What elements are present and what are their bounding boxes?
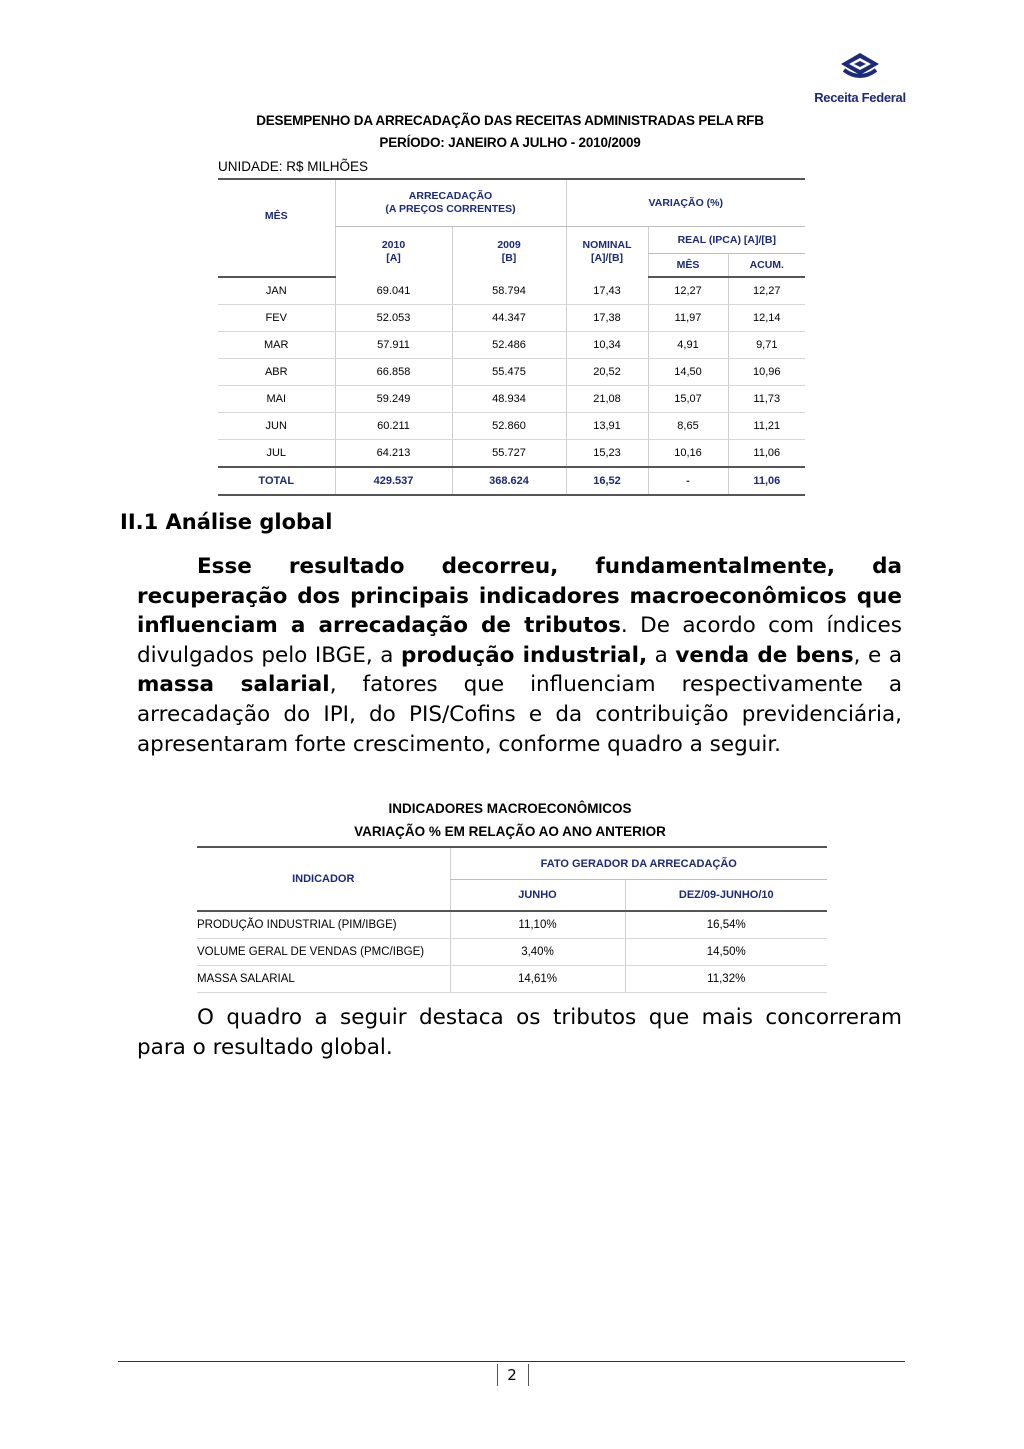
indicators-subtitle: VARIAÇÃO % EM RELAÇÃO AO ANO ANTERIOR (354, 824, 666, 839)
cell-real-acum: 11,06 (728, 440, 805, 468)
header-dez-junho: DEZ/09-JUNHO/10 (625, 880, 827, 912)
cell-real-mes: 4,91 (648, 332, 728, 359)
footer-divider (118, 1361, 905, 1362)
header-nominal (566, 227, 648, 278)
table-row (197, 966, 827, 993)
cell-real-acum: 11,21 (728, 413, 805, 440)
header-nominal-label: NOMINAL (582, 239, 632, 251)
cell-nominal: 13,91 (566, 413, 648, 440)
total-2010: 429.537 (335, 467, 452, 495)
revenue-table-period: PERÍODO: JANEIRO A JULHO - 2010/2009 (379, 135, 641, 150)
header-mes: MÊS (218, 179, 335, 254)
cell-real-acum: 9,71 (728, 332, 805, 359)
cell-nominal: 10,34 (566, 332, 648, 359)
header-variacao: VARIAÇÃO (%) (566, 179, 805, 227)
cell-indicador: PRODUÇÃO INDUSTRIAL (PIM/IBGE) (197, 911, 450, 939)
cell-junho: 3,40% (450, 939, 625, 966)
header-fato-gerador: FATO GERADOR DA ARRECADAÇÃO (450, 847, 827, 880)
cell-month: MAR (218, 332, 335, 359)
cell-2009: 58.794 (452, 277, 566, 305)
table-row (218, 277, 805, 305)
cell-real-mes: 10,16 (648, 440, 728, 468)
table-row (218, 305, 805, 332)
cell-real-acum: 11,73 (728, 386, 805, 413)
header-2009 (452, 227, 566, 278)
cell-2009: 55.475 (452, 359, 566, 386)
paragraph-text-4: , fatores que influenciam respectivamente a arrecadação do IPI, do PIS/Cofins e da contribuição previdenciária, apresentaram forte crescimento, conforme quadro a seguir. (137, 672, 902, 757)
header-arrecadacao (335, 179, 566, 227)
header-arrecadacao-line1: ARRECADAÇÃO (408, 190, 493, 202)
cell-2010: 52.053 (335, 305, 452, 332)
closing-paragraph (137, 1003, 902, 1062)
cell-real-mes: 8,65 (648, 413, 728, 440)
header-2010-year: 2010 (381, 239, 406, 251)
cell-2009: 55.727 (452, 440, 566, 468)
cell-month: ABR (218, 359, 335, 386)
cell-nominal: 15,23 (566, 440, 648, 468)
header-2010-code: [A] (386, 252, 401, 264)
cell-real-acum: 10,96 (728, 359, 805, 386)
cell-dez-junho: 14,50% (625, 939, 827, 966)
cell-month: FEV (218, 305, 335, 332)
cell-nominal: 17,38 (566, 305, 648, 332)
table-row (218, 440, 805, 468)
cell-2009: 52.860 (452, 413, 566, 440)
total-real-acum: 11,06 (728, 467, 805, 495)
cell-2010: 59.249 (335, 386, 452, 413)
cell-nominal: 17,43 (566, 277, 648, 305)
cell-real-mes: 14,50 (648, 359, 728, 386)
table-row (218, 359, 805, 386)
header-2009-code: [B] (501, 252, 517, 264)
table-row (218, 332, 805, 359)
page-number: 2 (507, 1366, 517, 1384)
cell-real-mes: 15,07 (648, 386, 728, 413)
total-real-mes: - (648, 467, 728, 495)
closing-paragraph-text: O quadro a seguir destaca os tributos que mais concorreram para o resultado global. (137, 1005, 902, 1060)
paragraph-bold-intro: Esse resultado decorreu, fundamentalmente, da recuperação dos principais indicadores macroeconômicos que influenciam a arrecadação de tributos (137, 554, 902, 639)
revenue-table-unit: UNIDADE: R$ MILHÕES (218, 159, 369, 174)
cell-real-mes: 12,27 (648, 277, 728, 305)
header-2009-year: 2009 (497, 239, 521, 251)
section-heading: II.1 Análise global (120, 510, 333, 534)
header-indicador: INDICADOR (197, 847, 450, 911)
cell-junho: 14,61% (450, 966, 625, 993)
total-2009: 368.624 (452, 467, 566, 495)
cell-2010: 60.211 (335, 413, 452, 440)
total-label: TOTAL (218, 467, 335, 495)
header-real-acum: ACUM. (728, 254, 805, 278)
table-total-row (218, 467, 805, 495)
cell-2010: 57.911 (335, 332, 452, 359)
cell-real-acum: 12,27 (728, 277, 805, 305)
table-row (218, 386, 805, 413)
paragraph-text-1: . De acordo com índices divulgados pelo IBGE, a (137, 613, 902, 668)
indicators-table (197, 846, 827, 993)
header-mes-spacer (218, 254, 335, 278)
total-nominal: 16,52 (566, 467, 648, 495)
cell-indicador: VOLUME GERAL DE VENDAS (PMC/IBGE) (197, 939, 450, 966)
paragraph-bold-venda: venda de bens (675, 642, 854, 668)
paragraph-bold-massa: massa salarial (137, 672, 330, 698)
header-arrecadacao-line2: (A PREÇOS CORRENTES) (385, 203, 516, 215)
cell-junho: 11,10% (450, 911, 625, 939)
paragraph-bold-producao: produção industrial, (400, 642, 648, 668)
cell-nominal: 20,52 (566, 359, 648, 386)
cell-month: JAN (218, 277, 335, 305)
receita-federal-logo (810, 52, 910, 108)
revenue-table (218, 178, 805, 496)
cell-real-mes: 11,97 (648, 305, 728, 332)
header-real-mes: MÊS (648, 254, 728, 278)
table-row (197, 939, 827, 966)
header-real: REAL (IPCA) [A]/[B] (648, 227, 805, 254)
cell-dez-junho: 11,32% (625, 966, 827, 993)
cell-nominal: 21,08 (566, 386, 648, 413)
cell-dez-junho: 16,54% (625, 911, 827, 939)
cell-month: JUN (218, 413, 335, 440)
cell-2009: 44.347 (452, 305, 566, 332)
cell-2010: 69.041 (335, 277, 452, 305)
logo-text: Receita Federal (814, 90, 906, 105)
table-row (197, 911, 827, 939)
cell-real-acum: 12,14 (728, 305, 805, 332)
paragraph-text-2: a (647, 642, 676, 668)
cell-month: MAI (218, 386, 335, 413)
cell-2010: 66.858 (335, 359, 452, 386)
revenue-table-title: DESEMPENHO DA ARRECADAÇÃO DAS RECEITAS ADMINISTRADAS PELA RFB (256, 113, 764, 128)
cell-2009: 52.486 (452, 332, 566, 359)
header-junho: JUNHO (450, 880, 625, 912)
indicators-title: INDICADORES MACROECONÔMICOS (388, 801, 632, 816)
receita-federal-emblem-icon (840, 52, 880, 86)
header-nominal-code: [A]/[B] (590, 252, 624, 264)
paragraph-text-3: , e a (853, 642, 902, 668)
cell-indicador: MASSA SALARIAL (197, 966, 450, 993)
analysis-paragraph (137, 552, 902, 759)
cell-2009: 48.934 (452, 386, 566, 413)
table-row (218, 413, 805, 440)
cell-2010: 64.213 (335, 440, 452, 468)
header-2010 (335, 227, 452, 278)
cell-month: JUL (218, 440, 335, 468)
